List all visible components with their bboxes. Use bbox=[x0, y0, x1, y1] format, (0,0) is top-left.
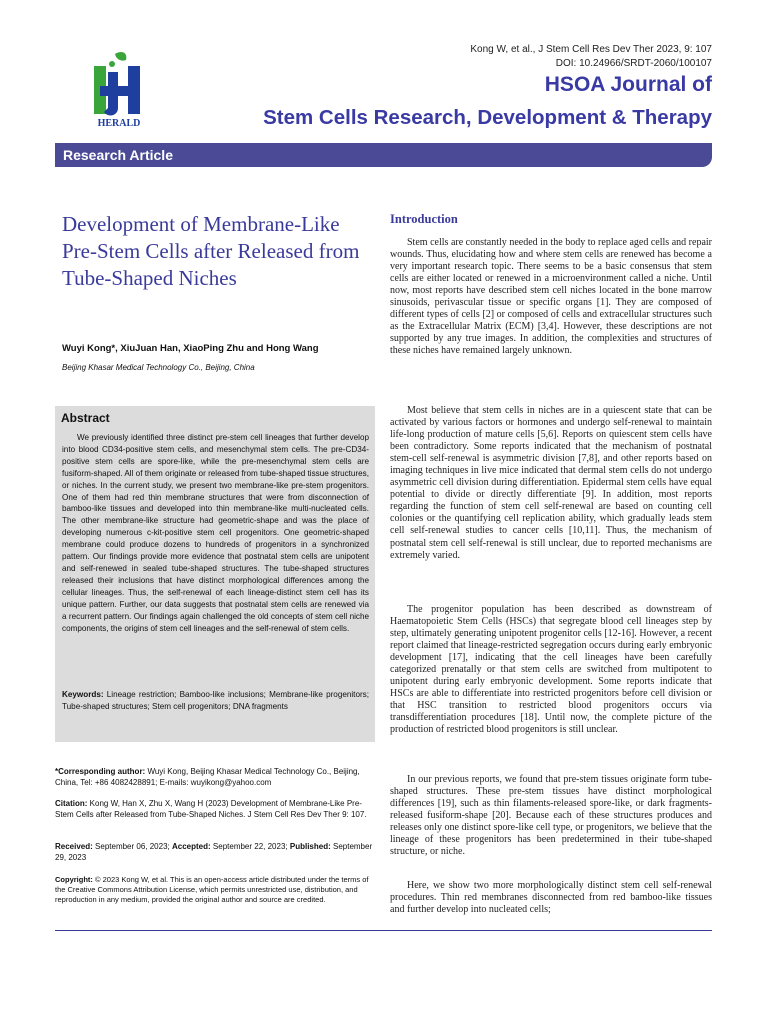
abstract-text: We previously identified three distinct pre-stem cell lineages that further develop into blood CD34-positive stem cells, and mesenchymal stem cells. The pre-CD34-positive stem cells are spore-like, while the pre-mesenchymal stem cells are fusiform-shaped. All of them originate or released from tube-shaped tissue structures, or niches. In the current study, we present two membrane-like pre-stem progenitors. One of them had red thin membrane structures that were from disconnection of bamboo-like tissues and developed into thin membrane-like multi-nucleated cells. The other membrane-like structure had geometric-shape and was the place of developing numerous c-kit-positive stem cell progenitors. One geometric-shaped membrane could produce dozens to hundreds of progenitors in a synchronized pattern. Our findings provide more evidence that postnatal stem cells are unipotent and self-renewed in sealed tube-shaped structures. The tube-shaped structures released their inclusions that have distinct morphological differences among the cellular lineages. Thus, the self-renewal of each lineage-distinct stem cell has its unique pattern. Further, our data suggests that postnatal stem cells are renewed via a recurrent pattern. Our findings again challenged the old concepts of stem cell niche components, the origins of stem cell lineages and the self-renewal of stem cells. bbox=[62, 433, 369, 633]
citation-text: Kong W, Han X, Zhu X, Wang H (2023) Development of Membrane-Like Pre-Stem Cells after Released from Tube-Shaped Niches. J Stem Cell Res Dev Ther 9: 107. bbox=[55, 799, 367, 819]
abstract-box bbox=[55, 406, 375, 742]
accepted-label: Accepted: bbox=[171, 842, 211, 851]
citation-header bbox=[470, 43, 712, 71]
introduction-heading: Introduction bbox=[390, 212, 458, 226]
herald-logo bbox=[88, 50, 150, 134]
received-date: September 06, 2023; bbox=[95, 842, 170, 851]
intro-paragraph-4: In our previous reports, we found that pre-stem tissues originate form tube-shaped structures. These pre-stem tissues have distinct morphological differences [19], such as thin filaments-released spore-like, or dark fragments-released fusiform-shape [20]. Because each of these structures produces and releases only one distinct spore-like cell type, or progenitors, we believe that the lineage of these progenitors has been predetermined in their tube-shaped structure, or niche. bbox=[390, 774, 712, 858]
article-type-label: Research Article bbox=[63, 147, 173, 163]
intro-paragraph-2: Most believe that stem cells in niches are in a quiescent state that can be activated by various factors or hormones and undergo self-renewal to maintain life-long production of mature cells [5,6]. Reports on quiescent stem cells have been contradictory. Some reports indicated that the mechanism of postnatal stem-cell self-renewal is asymmetric division [7,8], and other reports based on imaging techniques in live mice indicated that dermal stem cells do not undergo asymmetric cell division during differentiation. Epidermal stem cells have equal potential to divide or directly differentiate [9]. In addition, most reports regarding the function of stem cell self-renewal are based on counting cell colonies or the quantifying cell replication ability, which gradually leads stem cell self-renewal studies to cancer cells [10,11]. Thus, the mechanism of postnatal stem cell self-renewal is still unclear, due to reported mechanisms are extremely varied. bbox=[390, 405, 712, 561]
footer-divider bbox=[55, 930, 712, 931]
abstract-heading: Abstract bbox=[61, 411, 110, 425]
citation-line: Kong W, et al., J Stem Cell Res Dev Ther 2023, 9: 107 bbox=[470, 44, 712, 55]
keywords-label: Keywords: bbox=[62, 690, 104, 699]
citation bbox=[55, 798, 375, 820]
article-title: Development of Membrane-Like Pre-Stem Cells after Released from Tube-Shaped Niches bbox=[62, 212, 360, 290]
corresponding-author bbox=[55, 766, 375, 788]
citation-label: Citation: bbox=[55, 799, 88, 808]
logo-text: HERALD bbox=[97, 118, 141, 129]
corr-label: *Corresponding author: bbox=[55, 767, 146, 776]
copyright-label: Copyright: bbox=[55, 875, 93, 884]
copyright bbox=[55, 875, 375, 905]
doi-line: DOI: 10.24966/SRDT-2060/100107 bbox=[555, 58, 712, 69]
journal-subtitle: Stem Cells Research, Development & Therapy bbox=[263, 106, 712, 129]
authors: Wuyi Kong*, XiuJuan Han, XiaoPing Zhu and Hong Wang bbox=[62, 343, 319, 354]
keywords-text: Lineage restriction; Bamboo-like inclusions; Membrane-like progenitors; Tube-shaped structures; Stem cell progenitors; DNA fragments bbox=[62, 690, 369, 711]
keywords bbox=[62, 689, 369, 713]
accepted-date: September 22, 2023; bbox=[212, 842, 288, 851]
journal-name: HSOA Journal of bbox=[544, 73, 712, 96]
intro-paragraph-3: The progenitor population has been described as downstream of Haematopoietic Stem Cells (HSCs) that segregate blood cell lineages step by step, ultimately generating unipotent progenitor cells [12-16]. However, a recent report claimed that lineage-restricted segregation occurs during early embryonic development [17], indicating that the cell lineages have been carefully categorized prenatally or that stem cells are switched from multipotent to unipotent during early embryonic development. Some reports indicate that HSCs are able to differentiate into restricted progenitors before cell division or that HSC transition to restricted blood progenitors occurs via transdifferentiation procedures [18]. Until now, the complete picture of the production of restricted blood progenitors is still unclear. bbox=[390, 604, 712, 736]
corr-text: Wuyi Kong, Beijing Khasar Medical Technology Co., Beijing, China, Tel: +86 4082428891; E-mails: wuyikong@yahoo.com bbox=[55, 767, 360, 787]
dates bbox=[55, 841, 375, 863]
published-date: September 29, 2023 bbox=[55, 842, 373, 862]
intro-paragraph-1: Stem cells are constantly needed in the body to replace aged cells and repair wounds. Thus, elucidating how and where stem cells are renewed has become a very important research topic. There seems to be a basic consensus that stem cells are either located or renewed in a microenvironment called a niche. Until now, most reports have described stem cell niches located in the bone marrow sinusoids, perivascular tissue or specific organs [1]. They are composed of different types of cells [2] or composed of cells and extracellular structures such as the Extracellular Matrix (ECM) [3,4]. However, these descriptions are not supported by any true images. In addition, the complexities and structures of these niches have remained largely unknown. bbox=[390, 237, 712, 357]
received-label: Received: bbox=[55, 842, 93, 851]
intro-paragraph-5: Here, we show two more morphologically distinct stem cell self-renewal procedures. Thin red membranes disconnected from red bamboo-like tissues and further develop into nucleated cells; bbox=[390, 880, 712, 916]
copyright-text: © 2023 Kong W, et al. This is an open-access article distributed under the terms of the Creative Commons Attribution License, which permits unrestricted use, distribution, and reproduction in any medium, provided the original author and source are credited. bbox=[55, 875, 369, 904]
published-label: Published: bbox=[289, 842, 331, 851]
affiliation: Beijing Khasar Medical Technology Co., Beijing, China bbox=[62, 363, 255, 372]
article-type-bar bbox=[55, 143, 712, 167]
